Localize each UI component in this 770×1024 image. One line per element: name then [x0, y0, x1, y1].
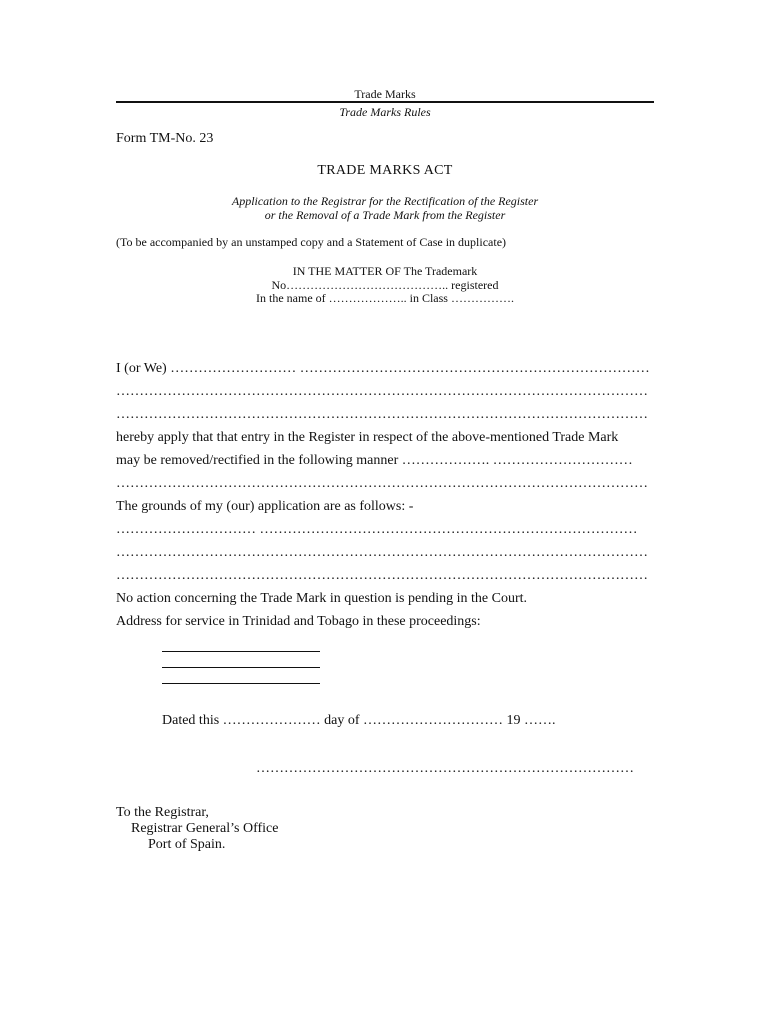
address-blank-line [162, 651, 320, 652]
manner-line: may be removed/rectified in the following manner ………………. ………………………… [116, 453, 633, 468]
applicant-line: I (or We) ……………………… ………………………………………………………………… [116, 361, 650, 376]
addressee-line-3: Port of Spain. [148, 837, 226, 852]
running-header-title: Trade Marks [354, 87, 416, 101]
matter-line-1: IN THE MATTER OF The Trademark [292, 264, 478, 278]
address-blank-line [162, 683, 320, 684]
pending-action-statement: No action concerning the Trade Mark in question is pending in the Court. [116, 591, 527, 606]
running-header-subtitle: Trade Marks Rules [339, 105, 431, 119]
signature-line: ……………………………………………………………………… [256, 761, 634, 776]
addressee-line-2: Registrar General’s Office [131, 821, 279, 836]
header-rule [116, 101, 654, 103]
fill-line: …………………………………………………………………………………………………… [116, 407, 648, 422]
fill-line: ………………………… ……………………………………………………………………… [116, 522, 638, 537]
dated-line: Dated this ………………… day of ………………………… 19 ……. [162, 713, 556, 728]
act-title: TRADE MARKS ACT [317, 163, 453, 178]
intro-line-1: Application to the Registrar for the Rectification of the Register [231, 194, 539, 208]
intro-line-2: or the Removal of a Trade Mark from the Register [264, 208, 506, 222]
address-blank-line [162, 667, 320, 668]
fill-line: …………………………………………………………………………………………………… [116, 384, 648, 399]
fill-line: …………………………………………………………………………………………………… [116, 568, 648, 583]
fill-line: …………………………………………………………………………………………………… [116, 545, 648, 560]
form-number: Form TM-No. 23 [116, 131, 214, 146]
grounds-heading: The grounds of my (our) application are as follows: - [116, 499, 414, 514]
addressee-line-1: To the Registrar, [116, 805, 209, 820]
fill-line: …………………………………………………………………………………………………… [116, 476, 648, 491]
accompaniment-note: (To be accompanied by an unstamped copy and a Statement of Case in duplicate) [116, 235, 507, 249]
matter-line-2: No………………………………….. registered [271, 278, 499, 292]
address-for-service-label: Address for service in Trinidad and Tobago in these proceedings: [116, 614, 481, 629]
matter-line-3: In the name of ……………….. in Class ……………. [256, 291, 514, 305]
apply-statement: hereby apply that that entry in the Register in respect of the above-mentioned Trade Mark [116, 430, 619, 445]
